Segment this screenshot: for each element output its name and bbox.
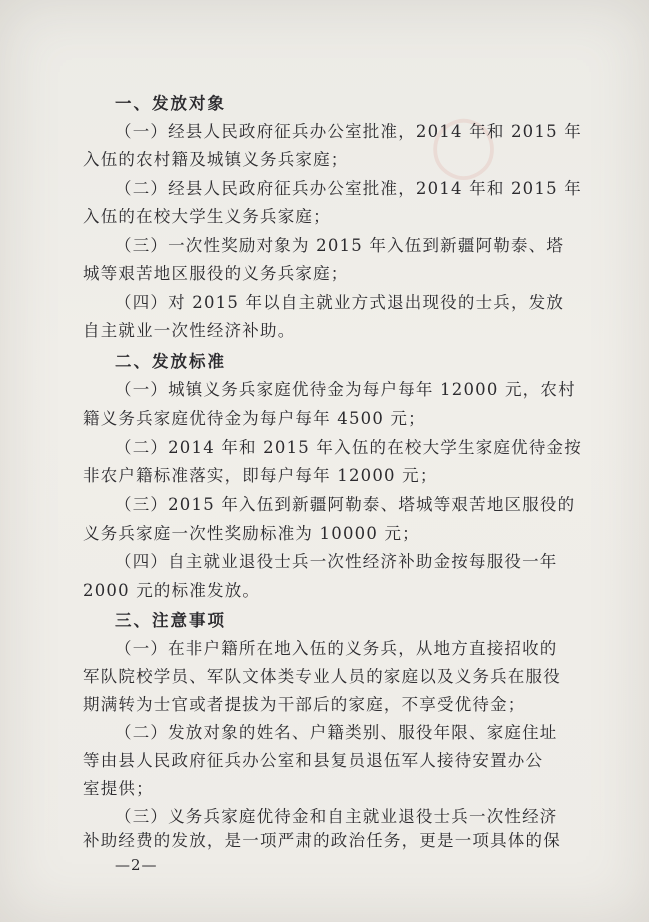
paragraph-line: 义务兵家庭一次性奖励标准为 10000 元； <box>83 524 420 543</box>
paragraph-line: 入伍的在校大学生义务兵家庭； <box>83 207 331 226</box>
paragraph-line: 等由县人民政府征兵办公室和县复员退伍军人接待安置办公 <box>83 751 544 770</box>
paragraph-line: 2000 元的标准发放。 <box>83 581 261 600</box>
paragraph-line: 室提供； <box>83 779 154 798</box>
paragraph-line: （一）城镇义务兵家庭优待金为每户每年 12000 元，农村 <box>115 380 576 399</box>
paragraph-line: （二）经县人民政府征兵办公室批准，2014 年和 2015 年 <box>115 179 582 198</box>
paragraph-line: （三）一次性奖励对象为 2015 年入伍到新疆阿勒泰、塔 <box>115 236 565 255</box>
paragraph-line: （四）自主就业退役士兵一次性经济补助金按每服役一年 <box>115 552 558 571</box>
paragraph-line: （二）发放对象的姓名、户籍类别、服役年限、家庭住址 <box>115 723 558 742</box>
paragraph-line: （三）2015 年入伍到新疆阿勒泰、塔城等艰苦地区服役的 <box>115 495 576 514</box>
paragraph-line: 自主就业一次性经济补助。 <box>83 321 296 340</box>
paragraph-line: 补助经费的发放，是一项严肃的政治任务，更是一项具体的保 <box>83 831 561 850</box>
paragraph-line: 军队院校学员、军队文体类专业人员的家庭以及义务兵在服役 <box>83 667 561 686</box>
page-number: —2— <box>115 856 158 874</box>
paragraph-line: （二）2014 年和 2015 年入伍的在校大学生家庭优待金按 <box>115 438 582 457</box>
paragraph-line: 城等艰苦地区服役的义务兵家庭； <box>83 264 349 283</box>
section-heading-3: 三、注意事项 <box>115 611 226 630</box>
section-heading-2: 二、发放标准 <box>115 352 226 371</box>
paragraph-line: 入伍的农村籍及城镇义务兵家庭； <box>83 150 349 169</box>
paragraph-line: （三）义务兵家庭优待金和自主就业退役士兵一次性经济 <box>115 807 558 826</box>
paragraph-line: 籍义务兵家庭优待金为每户每年 4500 元； <box>83 409 426 428</box>
paragraph-line: 期满转为士官或者提拔为干部后的家庭，不享受优待金； <box>83 695 526 714</box>
paragraph-line: （四）对 2015 年以自主就业方式退出现役的士兵，发放 <box>115 293 565 312</box>
seal-bleed-through: ◯ <box>430 110 508 180</box>
paragraph-line: （一）在非户籍所在地入伍的义务兵，从地方直接招收的 <box>115 639 558 658</box>
paragraph-line: 非农户籍标准落实，即每户每年 12000 元； <box>83 466 438 485</box>
paragraph-line: （一）经县人民政府征兵办公室批准，2014 年和 2015 年 <box>115 122 582 141</box>
section-heading-1: 一、发放对象 <box>115 94 226 113</box>
